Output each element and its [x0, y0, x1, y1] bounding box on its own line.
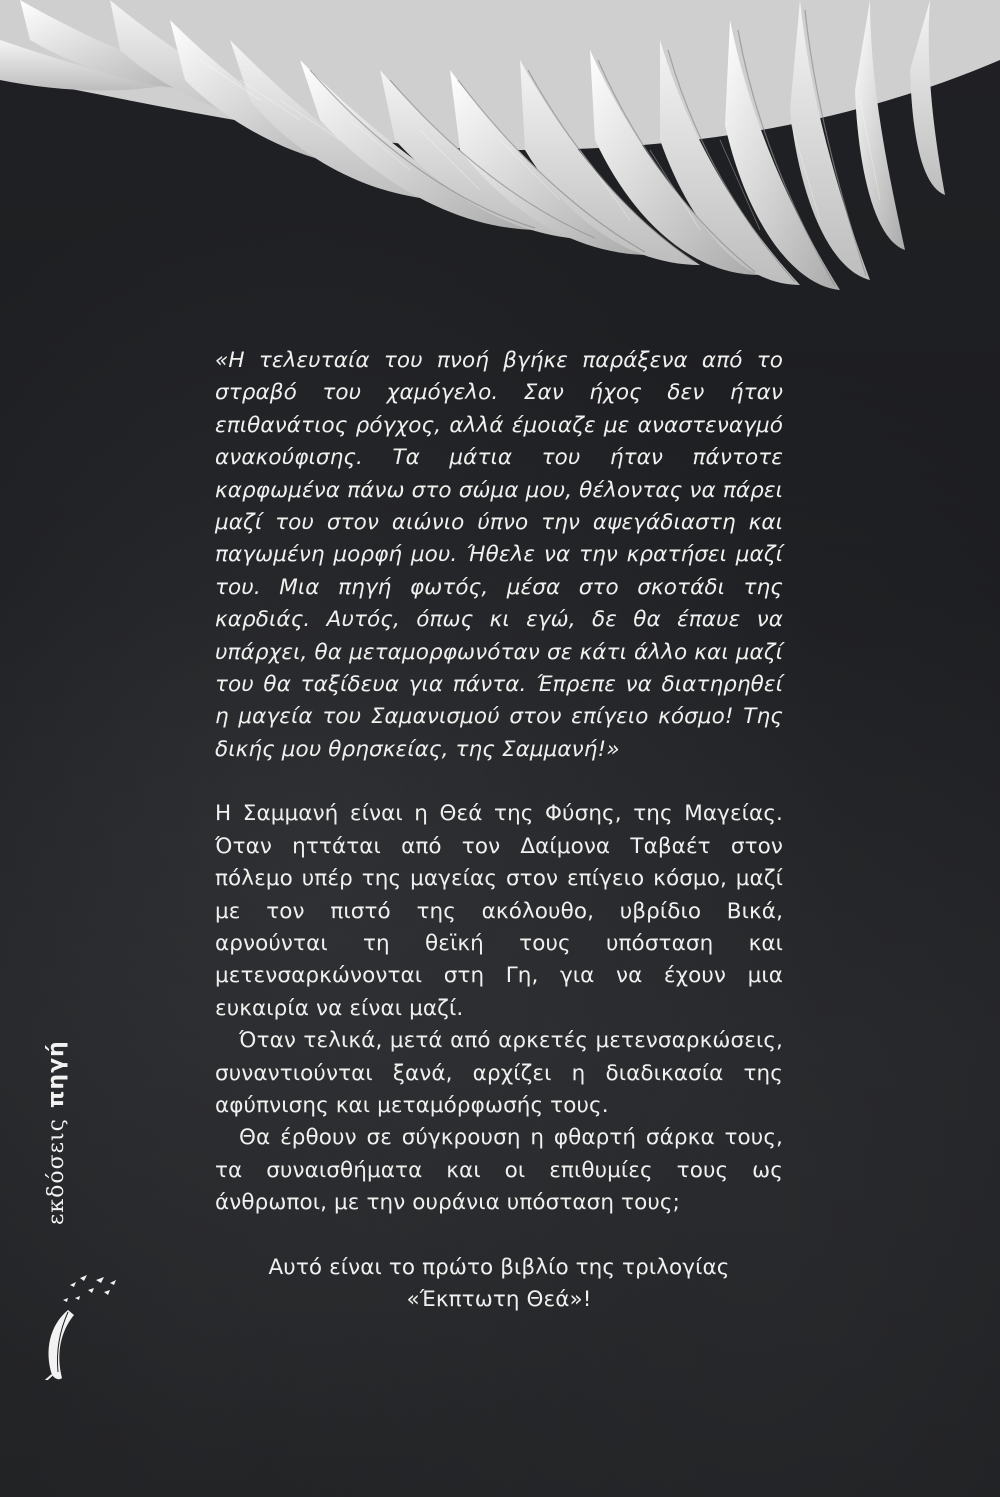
synopsis	[215, 798, 783, 1219]
excerpt-quote: «Η τελευταία του πνοή βγήκε παράξενα από το στραβό του χαμόγελο. Σαν ήχος δεν ήταν επιθανάτιος ρόγχος, αλλά έμοιαζε με αναστεναγμό ανακούφισης. Τα μάτια του ήταν πάντοτε καρφωμένα πάνω στο σώμα μου, θέλοντας να πάρει μαζί του στον αιώνιο ύπνο την αψεγάδιαστη και παγωμένη μορφή μου. Ήθελε να την κρατήσει μαζί του. Μια πηγή φωτός, μέσα στο σκοτάδι της καρδιάς. Αυτός, όπως κι εγώ, δε θα έπαυε να υπάρχει, θα μεταμορφωνόταν σε κάτι άλλο και μαζί του θα ταξίδευα για πάντα. Έπρεπε να διατηρηθεί η μαγεία του Σαμανισμού στον επίγειο κόσμο! Της δικής μου θρησκείας, της Σαμμανή!»	[215, 348, 783, 762]
blurb	[215, 345, 783, 1316]
series-note-line-2: «Έκπτωτη Θεά»!	[406, 1286, 592, 1312]
synopsis-paragraph-3: Θα έρθουν σε σύγκρουση η φθαρτή σάρκα τους, τα συναισθήματα και οι επιθυμίες τους ως άνθρωποι, με την ουράνια υπόσταση τους;	[215, 1125, 783, 1216]
angel-wing-icon	[0, 0, 1000, 320]
publisher-word-2: πηγή	[44, 1040, 69, 1108]
series-note	[215, 1252, 783, 1317]
feather-birds-icon	[30, 1150, 120, 1380]
synopsis-paragraph-2: Όταν τελικά, μετά από αρκετές μετενσαρκώσεις, συναντιούνται ξανά, αρχίζει η διαδικασία της αφύπνισης και μεταμόρφωσής τους.	[215, 1028, 783, 1118]
publisher-word-1: εκδόσεις	[44, 1118, 69, 1225]
synopsis-paragraph-1: Η Σαμμανή είναι η Θεά της Φύσης, της Μαγείας. Όταν ηττάται από τον Δαίμονα Ταβαέτ στον πόλεμο υπέρ της μαγείας στον επίγειο κόσμο, μαζί με τον πιστό της ακόλουθο, υβρίδιο Βικά, αρνούνται τη θεϊκή τους υπόσταση και μετενσαρκώνονται στη Γη, για να έχουν μια ευκαιρία να είναι μαζί.	[215, 801, 783, 1021]
series-note-line-1: Αυτό είναι το πρώτο βιβλίο της τριλογίας	[268, 1254, 730, 1280]
